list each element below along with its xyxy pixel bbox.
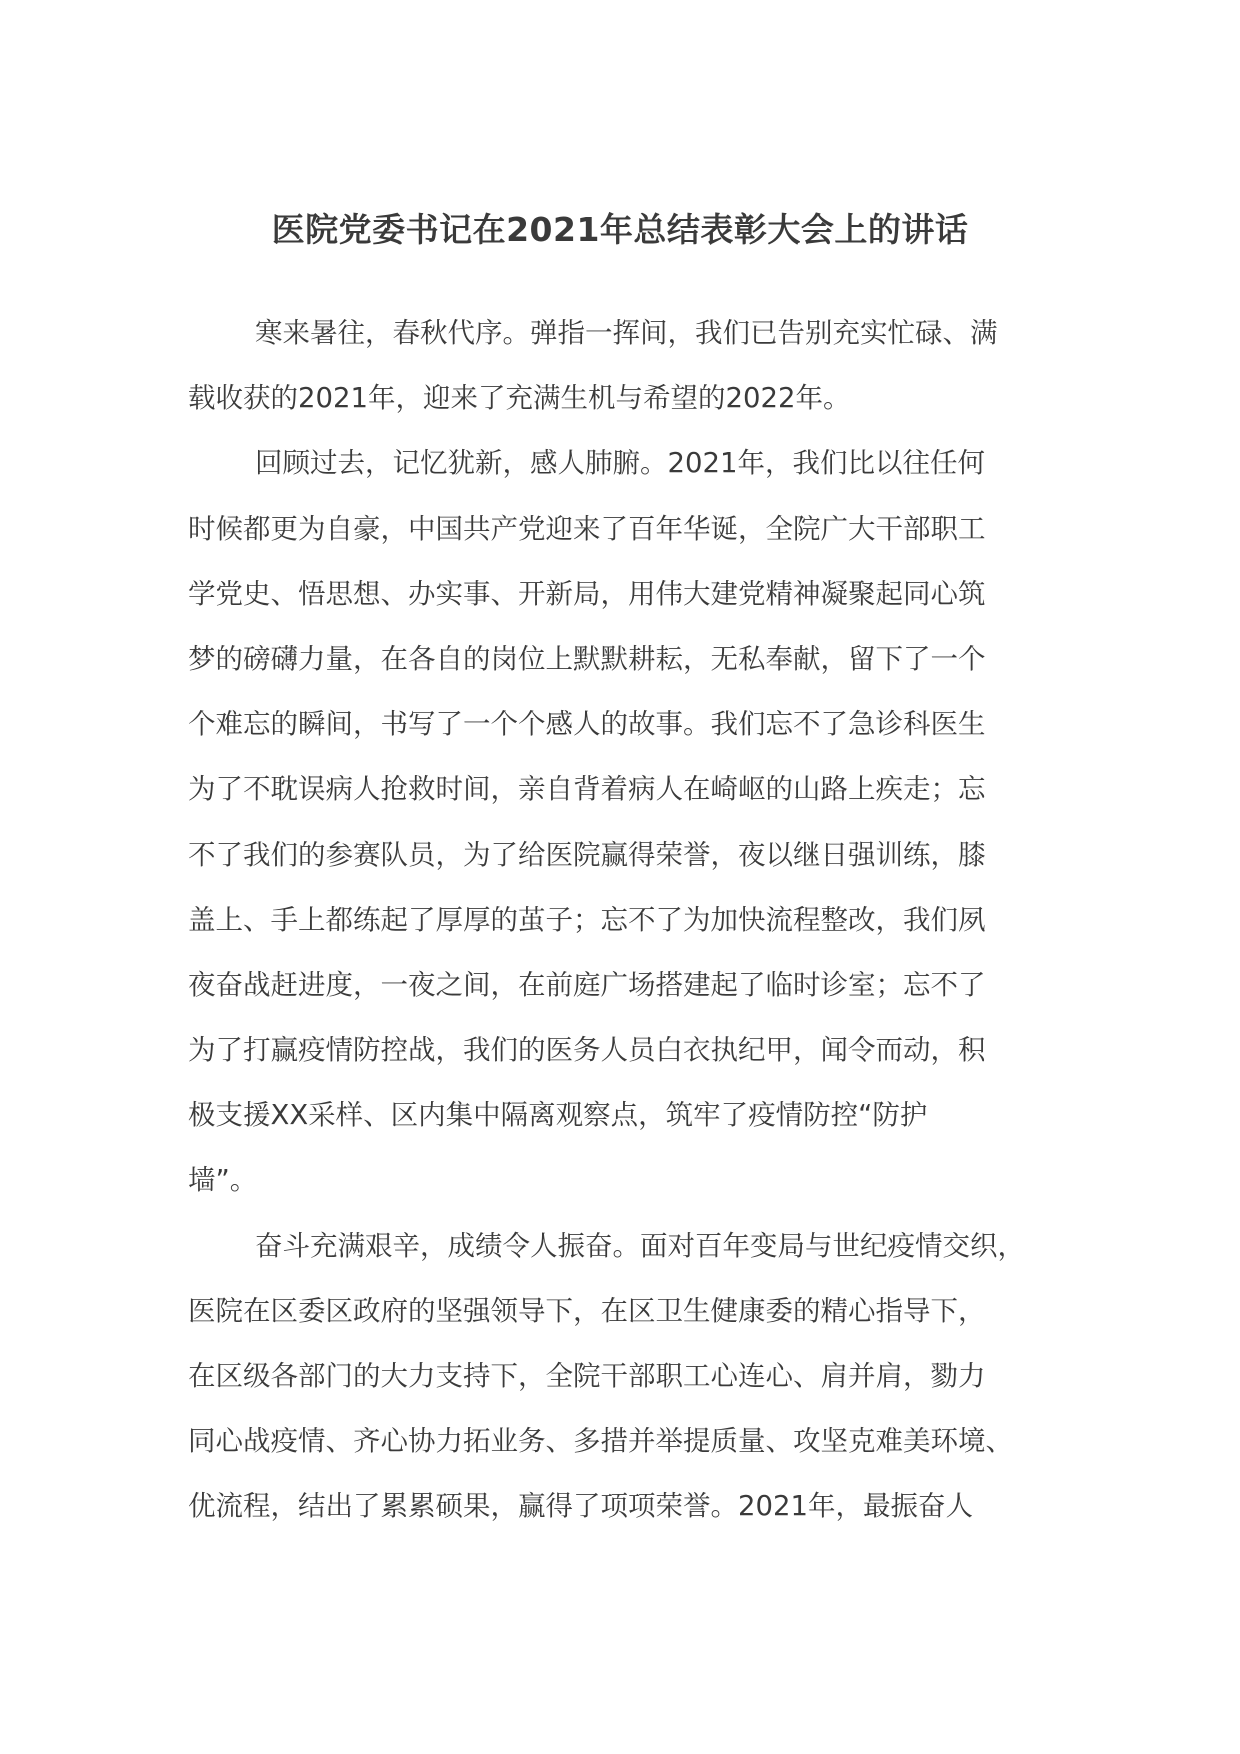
text-line: 同心战疫情、齐心协力拓业务、多措并举提质量、攻坚克难美环境、 — [188, 1425, 1013, 1458]
text-line: 奋斗充满艰辛，成绩令人振奋。面对百年变局与世纪疫情交织， — [255, 1229, 1025, 1262]
text-line: 载收获的2021年，迎来了充满生机与希望的2022年。 — [188, 382, 851, 415]
text-line: 优流程，结出了累累硕果，赢得了项项荣誉。2021年，最振奋人 — [188, 1490, 973, 1523]
text-line: 学党史、悟思想、办实事、开新局，用伟大建党精神凝聚起同心筑 — [188, 577, 986, 610]
document-body — [188, 301, 1068, 1540]
text-line: 在区级各部门的大力支持下，全院干部职工心连心、肩并肩，勠力 — [188, 1360, 986, 1392]
text-line: 为了打赢疫情防控战，我们的医务人员白衣执纪甲，闻令而动，积 — [188, 1034, 986, 1067]
text-line: 极支援XX采样、区内集中隔离观察点，筑牢了疫情防控“防护 — [188, 1099, 928, 1132]
document-title: 医院党委书记在2021年总结表彰大会上的讲话 — [271, 210, 969, 249]
text-line: 夜奋战赶进度，一夜之间，在前庭广场搭建起了临时诊室；忘不了 — [188, 968, 986, 1001]
text-line: 回顾过去，记忆犹新，感人肺腑。2021年，我们比以往任何 — [255, 447, 985, 480]
text-line: 盖上、手上都练起了厚厚的茧子；忘不了为加快流程整改，我们夙 — [188, 903, 986, 936]
text-line: 医院在区委区政府的坚强领导下，在区卫生健康委的精心指导下， — [188, 1294, 986, 1327]
text-line: 墙”。 — [188, 1164, 258, 1197]
text-line: 不了我们的参赛队员，为了给医院赢得荣誉，夜以继日强训练，膝 — [188, 838, 986, 871]
text-line: 时候都更为自豪，中国共产党迎来了百年华诞，全院广大干部职工 — [188, 512, 986, 545]
text-line: 寒来暑往，春秋代序。弹指一挥间，我们已告别充实忙碌、满 — [255, 317, 998, 349]
text-line: 为了不耽误病人抢救时间，亲自背着病人在崎岖的山路上疾走；忘 — [188, 773, 986, 806]
text-line: 个难忘的瞬间，书写了一个个感人的故事。我们忘不了急诊科医生 — [188, 708, 986, 741]
text-line: 梦的磅礴力量，在各自的岗位上默默耕耘，无私奉献，留下了一个 — [188, 642, 986, 675]
